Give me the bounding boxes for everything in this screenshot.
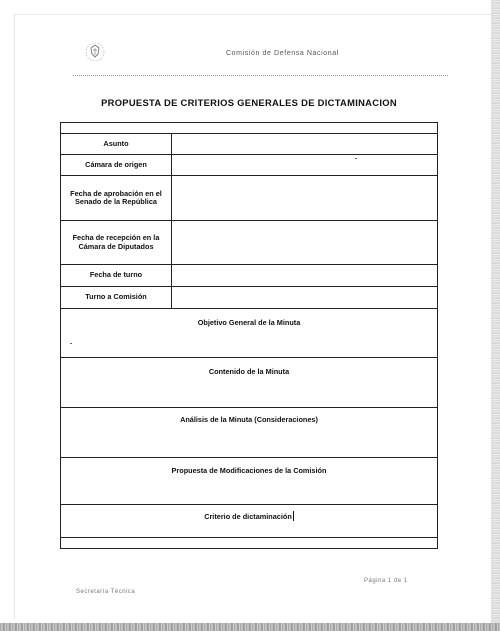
section-divider bbox=[61, 407, 437, 408]
section-criterio-label: Criterio de dictaminación bbox=[204, 512, 292, 521]
footer-department: Secretaría Técnica bbox=[76, 589, 136, 595]
row-divider bbox=[61, 308, 437, 309]
section-criterio bbox=[61, 511, 437, 521]
label-column-divider bbox=[171, 134, 172, 308]
document-title: PROPUESTA DE CRITERIOS GENERALES DE DICTAMINACION bbox=[101, 97, 397, 108]
scan-edge-right bbox=[491, 0, 500, 631]
label-asunto: Asunto bbox=[103, 138, 129, 148]
label-fecha-turno: Fecha de turno bbox=[89, 270, 143, 280]
section-objetivo: Objetivo General de la Minuta bbox=[197, 318, 301, 327]
section-divider bbox=[61, 504, 437, 505]
label-camara-origen: Cámara de origen bbox=[85, 159, 147, 169]
section-divider bbox=[61, 357, 437, 358]
scan-speck bbox=[70, 343, 72, 344]
section-propuesta: Propuesta de Modificaciones de la Comisión bbox=[171, 466, 327, 475]
section-analisis: Análisis de la Minuta (Consideraciones) bbox=[180, 415, 318, 424]
label-fecha-aprobacion: Fecha de aprobación en el Senado de la República bbox=[70, 188, 162, 206]
label-fecha-recepcion: Fecha de recepción en la Cámara de Diputados bbox=[72, 233, 160, 251]
criteria-form bbox=[60, 122, 438, 549]
scan-edge-bottom bbox=[0, 623, 500, 631]
footer-page-number: Página 1 de 1 bbox=[364, 578, 408, 584]
section-contenido: Contenido de la Minuta bbox=[208, 367, 290, 376]
header-divider bbox=[73, 75, 448, 76]
form-bottom-rule bbox=[61, 537, 437, 538]
header-organization: Comisión de Defensa Nacional bbox=[226, 50, 339, 57]
text-cursor bbox=[293, 511, 294, 521]
label-turno-comision: Turno a Comisión bbox=[85, 292, 147, 302]
seal-icon bbox=[82, 40, 108, 64]
scan-speck bbox=[355, 158, 357, 159]
section-divider bbox=[61, 457, 437, 458]
